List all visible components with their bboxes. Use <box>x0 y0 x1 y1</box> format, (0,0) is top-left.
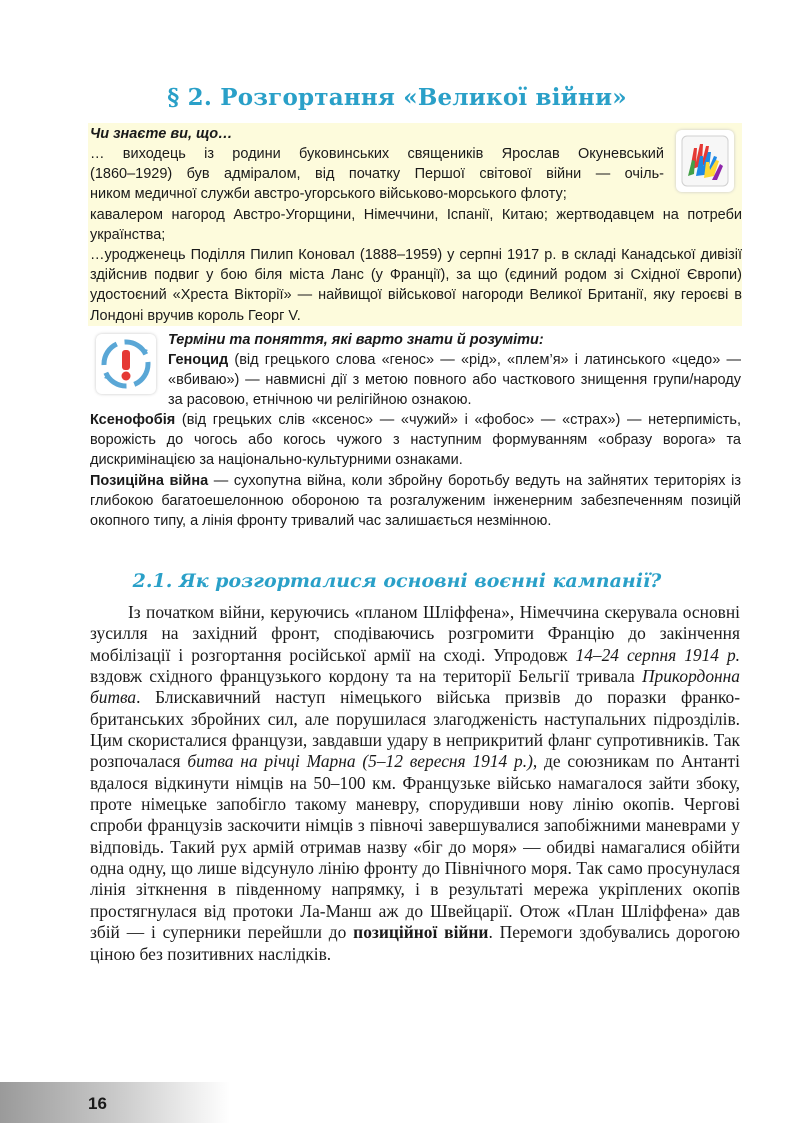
body-italic: битва на річці Марна (5–12 вересня 1914 р.) <box>187 751 533 772</box>
did-you-know-paragraph-2: …уродженець Поділля Пилип Коновал (1888–1959) у серпні 1917 р. в складі Канадської дивізії здійснив подвиг у бою біля міста Ланс (у Франції), за що (єдиний родом зі Східної Європи) удостоєний «Хреста Вікторії» — найвищої військової нагороди Великої Британії, яку героєві в Лондоні вручив король Георг V. <box>90 247 742 324</box>
did-you-know-box <box>88 123 742 326</box>
body-text: , де союзникам по Антанті вдалося відкинути німців на 50–100 км. Французьке військо намагалося зайти збоку, проте німецьке запобігло такому маневру, спорудивши нову лінію окопів. Чергові спроби французів заскочити німців з півночі завершувалися запобіжними маневрами у відповідь. Такий рух армій отримав назву «біг до моря» — обидві намагалися обійти одна одну, що лише відсунуло лінію фронту до Північного моря. Так само просунулася лінія зіткнення в південному напрямку, і в результаті мережа укріплених окопів простягнулася від протоки Ла-Манш аж до Швейцарії. Отож «План Шліффена» дав збій — і суперники перейшли до <box>90 751 740 943</box>
did-you-know-paragraph-1 <box>90 144 742 245</box>
did-you-know-heading: Чи знаєте ви, що… <box>90 126 233 142</box>
exclamation-icon <box>96 334 156 394</box>
term-definition: (від грецького слова «генос» — «рід», «плем’я» і латинського «цедо» — «вбиваю») — навмисні дії з метою повного або часткового знищення групи/народу за расовою, етнічною чи релігійною ознакою. <box>168 352 741 409</box>
hands-icon <box>676 130 734 192</box>
term-definition: — сухопутна війна, коли збройну боротьбу ведуть на зайнятих територіях із глибокою багатоешелонною обороною та розгалуженим інженерним забезпеченням позицій окопного типу, а лінія фронту тривалий час залишається незмінною. <box>90 472 741 530</box>
body-text: . Блискавичний наступ німецького війська призвів до поразки франко-британських збройних сил, але порушилася злагодженість наступальних підрозділів. Цим скористалися французи, завдавши удару в неприкритий фланг супротивників. Так розпочалася <box>90 687 740 772</box>
dyk-text: кавалером нагород Австро-Угорщини, Німеччини, Іспанії, Китаю; жертводавцем на потреби українства; <box>90 206 742 243</box>
term-word: Ксенофобія <box>90 412 176 428</box>
term-genocide <box>168 350 741 411</box>
dyk-line: (1860–1929) був адміралом, від початку Першої світової війни — очіль- <box>90 166 664 183</box>
dyk-line: … виходець із родини буковинських священиків Ярослав Окуневський <box>90 146 664 162</box>
footer-bar <box>0 1082 230 1123</box>
body-text: вздовж східного французького кордону та на території Бельгії тривала <box>90 666 642 687</box>
page-title: § 2. Розгортання «Великої війни» <box>167 84 627 111</box>
body-text: . Перемоги здобувались дорогою ціною без позитивних наслідків. <box>90 922 741 964</box>
page-number: 16 <box>88 1094 107 1113</box>
body-text: Із початком війни, керуючись «планом Шліффена», Німеччина скерувала основні зусилля на західний фронт, сподіваючись розгромити Францію до закінчення мобілізації і розгортання російської армії на сході. Упродовж <box>90 602 740 665</box>
terms-heading: Терміни та поняття, які варто знати й розуміти: <box>168 332 544 348</box>
term-word: Геноцид <box>168 352 229 368</box>
body-italic: 14–24 серпня 1914 р. <box>575 644 740 665</box>
section-body <box>90 602 740 965</box>
terms-rest <box>90 410 741 531</box>
dyk-line: ником медичної служби австро-угорського військово-морського флоту; <box>90 186 567 203</box>
body-bold: позиційної війни <box>353 922 489 943</box>
section-heading: 2.1. Як розгорталися основні воєнні кампанії? <box>132 570 662 592</box>
term-word: Позиційна війна <box>90 472 209 489</box>
term-definition: (від грецьких слів «ксенос» — «чужий» і «фобос» — «страх») — нетерпимість, ворожість до чогось або когось чужого з наступним формуванням «образу ворога» та дискримінацією за національно-культурними ознаками. <box>90 412 741 469</box>
body-italic: Прикордонна битва <box>90 666 740 708</box>
